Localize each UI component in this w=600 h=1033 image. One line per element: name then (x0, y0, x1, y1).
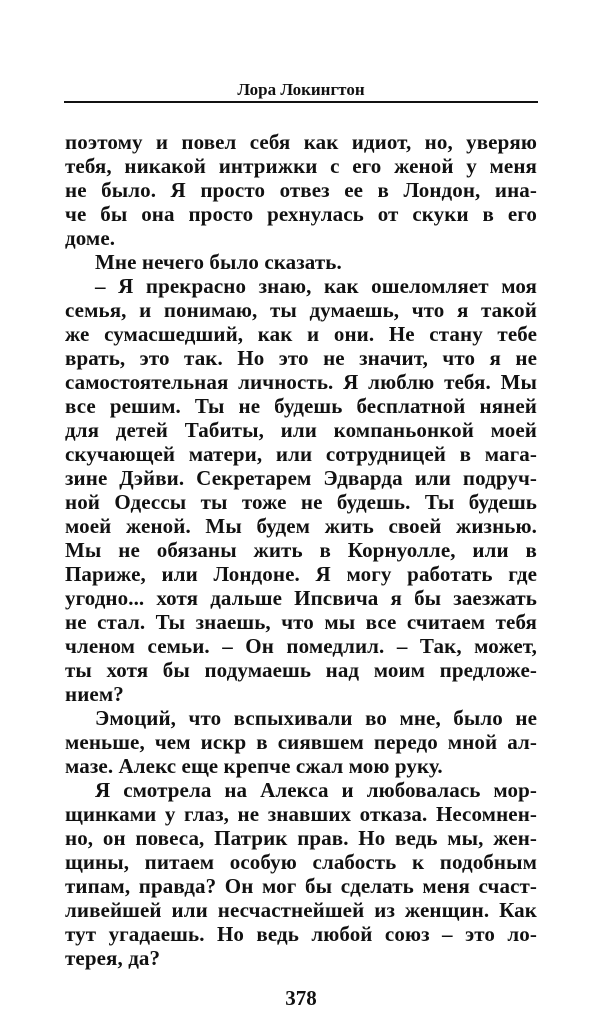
text-line: терея, да? (65, 946, 161, 970)
text-line: ты хотя бы подумаешь над моим предложе- (65, 658, 537, 682)
text-line: типам, правда? Он мог бы сделать меня счаст- (65, 874, 537, 898)
text-line: тут угадаешь. Но ведь любой союз – это ло- (65, 922, 537, 946)
text-line: – Я прекрасно знаю, как ошеломляет моя (95, 274, 537, 298)
text-line: же сумасшедший, как и они. Не стану тебе (65, 322, 537, 346)
body-text (65, 130, 537, 970)
paragraph (65, 250, 537, 274)
paragraph (65, 274, 537, 706)
text-line: скучающей матери, или сотрудницей в мага- (65, 442, 537, 466)
text-line: доме. (65, 226, 116, 250)
text-line: Эмоций, что вспыхивали во мне, было не (95, 706, 537, 730)
text-line: щинками у глаз, не знавших отказа. Несомнен- (65, 802, 537, 826)
text-line: для детей Табиты, или компаньонкой моей (65, 418, 537, 442)
text-line: самостоятельная личность. Я люблю тебя. Мы (65, 370, 537, 394)
text-line: мазе. Алекс еще крепче сжал мою руку. (65, 754, 443, 778)
text-line: Мы не обязаны жить в Корнуолле, или в (65, 538, 537, 562)
paragraph (65, 778, 537, 970)
text-line: меньше, чем искр в сиявшем передо мной ал- (65, 730, 537, 754)
running-head: Лора Локингтон (237, 80, 365, 99)
text-line: не стал. Ты знаешь, что мы все считаем тебя (65, 610, 537, 634)
text-line: зине Дэйви. Секретарем Эдварда или подруч- (65, 466, 537, 490)
paragraph (65, 130, 537, 250)
text-line: но, он повеса, Патрик прав. Но ведь мы, жен- (65, 826, 537, 850)
text-line: Париже, или Лондоне. Я могу работать где (65, 562, 537, 586)
header-rule (64, 101, 538, 103)
text-line: ливейшей или несчастнейшей из женщин. Как (65, 898, 537, 922)
text-line: моей женой. Мы будем жить своей жизнью. (65, 514, 537, 538)
page-number: 378 (285, 986, 317, 1010)
text-line: угодно... хотя дальше Ипсвича я бы заезжать (65, 586, 537, 610)
text-line: поэтому и повел себя как идиот, но, уверяю (65, 130, 537, 154)
text-line: че бы она просто рехнулась от скуки в его (65, 202, 537, 226)
text-line: Мне нечего было сказать. (95, 250, 342, 274)
text-line: не было. Я просто отвез ее в Лондон, ина- (65, 178, 537, 202)
text-line: ной Одессы ты тоже не будешь. Ты будешь (65, 490, 537, 514)
text-line: тебя, никакой интрижки с его женой у меня (65, 154, 537, 178)
text-line: щины, питаем особую слабость к подобным (65, 850, 537, 874)
text-line: врать, это так. Но это не значит, что я не (65, 346, 537, 370)
text-line: нием? (65, 682, 124, 706)
paragraph (65, 706, 537, 778)
text-line: Я смотрела на Алекса и любовалась мор- (95, 778, 537, 802)
text-line: все решим. Ты не будешь бесплатной няней (65, 394, 537, 418)
text-line: семья, и понимаю, ты думаешь, что я такой (65, 298, 537, 322)
text-line: членом семьи. – Он помедлил. – Так, может, (65, 634, 537, 658)
